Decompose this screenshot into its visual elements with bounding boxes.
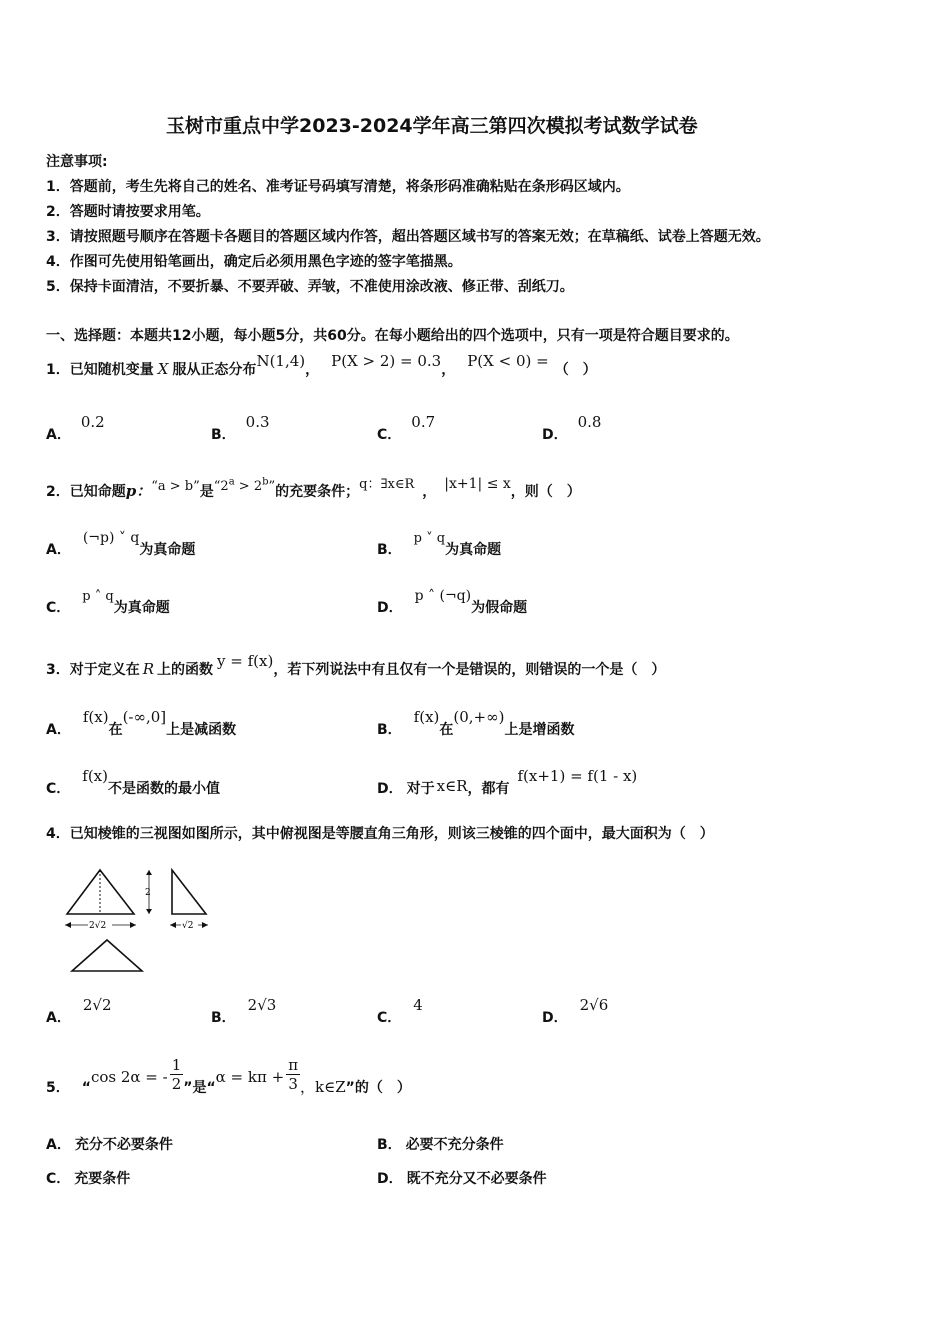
q3-R: R — [142, 660, 155, 678]
q2-ineq: |x+1| ≤ x — [444, 476, 511, 492]
q1-cond: P(X > 2) = 0.3 — [331, 352, 442, 370]
option-pre: 在 — [439, 722, 454, 738]
question-5-stem — [46, 1056, 411, 1100]
option-value: 0.3 — [245, 413, 270, 431]
q2-is: 是 — [199, 484, 214, 500]
q2-option-a[interactable] — [46, 530, 196, 558]
q5-frac1 — [170, 1056, 184, 1093]
q2-comma: ， — [422, 484, 437, 500]
q2-q2b: a — [228, 476, 235, 488]
option-label: C． — [46, 600, 71, 616]
option-label: D． — [542, 427, 568, 443]
q1-option-b[interactable] — [211, 413, 270, 443]
q3-option-b[interactable] — [377, 708, 575, 738]
option-expr: p ˄ (¬q) — [414, 588, 472, 604]
option-label: A． — [46, 542, 71, 558]
option-text: 既不充分又不必要条件 — [406, 1171, 547, 1187]
q2-q2e: ” — [268, 479, 276, 494]
q3-option-d[interactable] — [377, 767, 638, 797]
q5-option-c[interactable] — [46, 1171, 130, 1188]
q2-q2a: “2 — [213, 479, 229, 494]
q2-q2d: b — [262, 476, 269, 488]
option-text: 上是增函数 — [504, 722, 575, 738]
option-label: C． — [377, 1010, 402, 1026]
option-label: A． — [46, 722, 71, 738]
q3-mid: 上的函数 — [157, 662, 214, 678]
question-1-stem — [46, 352, 597, 379]
option-label: B． — [377, 722, 402, 738]
fig-label-h: 2 — [145, 888, 151, 898]
q1-var: X — [157, 360, 169, 378]
option-label: D． — [377, 1171, 403, 1187]
option-label: C． — [46, 781, 71, 797]
question-3-stem — [46, 652, 666, 679]
q5-cos: cos 2α = - — [90, 1068, 168, 1086]
q2-end: ，则（ ） — [510, 484, 581, 500]
option-label: A． — [46, 1010, 71, 1026]
option-text: 为假命题 — [471, 600, 528, 616]
notice-item: 2．答题时请按要求用笔。 — [46, 204, 210, 220]
option-value: 0.8 — [577, 413, 602, 431]
option-text: 上是减函数 — [166, 722, 237, 738]
option-expr: f(x) — [82, 767, 108, 785]
three-view-figure — [60, 862, 220, 977]
option-label: B． — [211, 427, 236, 443]
q4-option-c[interactable] — [377, 996, 423, 1026]
q3-option-c[interactable] — [46, 767, 220, 797]
q1-dist: N(1,4) — [256, 352, 306, 370]
fig-label-w1: 2√2 — [89, 921, 107, 931]
notice-item: 3．请按照题号顺序在答题卡各题目的答题区域内作答，超出答题区域书写的答案无效；在草稿纸、试卷上答题无效。 — [46, 229, 770, 245]
q3-option-a[interactable] — [46, 708, 237, 738]
q4-option-a[interactable] — [46, 996, 112, 1026]
option-text: 不是函数的最小值 — [108, 781, 220, 797]
q5-frac2-den: 3 — [288, 1075, 298, 1093]
question-4-stem: 4．已知棱锥的三视图如图所示，其中俯视图是等腰直角三角形，则该三棱锥的四个面中，最大面积为（ ） — [46, 826, 714, 842]
fig-label-w2: √2 — [182, 921, 194, 931]
q3-stem-text: 3．对于定义在 — [46, 662, 140, 678]
option-text: 充要条件 — [74, 1171, 131, 1187]
q5-option-b[interactable] — [377, 1137, 504, 1154]
option-label: C． — [377, 427, 402, 443]
option-label: A． — [46, 1137, 71, 1153]
q5-frac1-num: 1 — [171, 1056, 182, 1074]
q5-tail: ”的（ ） — [345, 1080, 411, 1096]
q2-option-c[interactable] — [46, 588, 170, 616]
option-text: 为真命题 — [113, 600, 170, 616]
option-interval: (-∞,0] — [122, 708, 167, 726]
q5-q1: “ — [81, 1080, 91, 1096]
q4-option-d[interactable] — [542, 996, 609, 1026]
option-interval: (0,+∞) — [453, 708, 505, 726]
notice-item: 1．答题前，考生先将自己的姓名、准考证号码填写清楚，将条形码准确粘贴在条形码区域内。 — [46, 179, 630, 195]
q2-quote1: “a > b” — [151, 479, 200, 494]
q1-option-a[interactable] — [46, 413, 105, 443]
option-label: C． — [46, 1171, 71, 1187]
option-expr: (¬p) ˅ q — [82, 530, 140, 546]
option-text: 为真命题 — [445, 542, 502, 558]
option-value: 0.2 — [80, 413, 105, 431]
q1-option-d[interactable] — [542, 413, 602, 443]
q5-frac1-den: 2 — [171, 1075, 182, 1093]
option-label: D． — [377, 600, 403, 616]
q1-sep2: ， — [441, 362, 456, 378]
section-heading: 一、选择题：本题共12小题，每小题5分，共60分。在每小题给出的四个选项中，只有一项是符合题目要求的。 — [46, 328, 739, 344]
option-expr: x∈R — [436, 777, 468, 795]
option-value: 2√3 — [247, 996, 277, 1014]
option-expr: p ˅ q — [413, 531, 446, 546]
option-value: 2√2 — [82, 996, 112, 1014]
notice-item: 5．保持卡面清洁，不要折暴、不要弄破、弄皱，不准使用涂改液、修正带、刮纸刀。 — [46, 279, 574, 295]
q1-mid: 服从正态分布 — [172, 362, 257, 378]
option-text: 为真命题 — [139, 542, 196, 558]
q1-sep: ， — [305, 362, 320, 378]
question-2-stem — [46, 476, 581, 501]
q3-func: y = f(x) — [217, 652, 274, 670]
q3-tail: ，若下列说法中有且仅有一个是错误的，则错误的一个是（ ） — [273, 662, 666, 678]
q5-num: 5． — [46, 1080, 70, 1096]
notice-item: 4．作图可先使用铅笔画出，确定后必须用黑色字迹的签字笔描黑。 — [46, 254, 462, 270]
q4-option-b[interactable] — [211, 996, 277, 1026]
q2-tail: 的充要条件； — [275, 484, 360, 500]
option-label: B． — [377, 1137, 402, 1153]
option-pre: 在 — [108, 722, 123, 738]
q5-alpha: α = kπ + — [215, 1068, 285, 1086]
option-text: 充分不必要条件 — [74, 1137, 173, 1153]
q2-qdef: q：∃x∈R — [359, 477, 415, 492]
q1-ask: P(X < 0) = — [467, 352, 549, 370]
q2-q2c: > 2 — [234, 479, 263, 494]
q5-q2: ”是“ — [183, 1080, 216, 1096]
option-label: D． — [542, 1010, 568, 1026]
q5-kz: ，k∈Z — [300, 1078, 346, 1096]
q2-stem-text: 2．已知命题 — [46, 484, 126, 500]
option-value: 4 — [413, 996, 423, 1014]
q5-frac2 — [286, 1056, 300, 1093]
q2-option-b[interactable] — [377, 530, 502, 558]
option-mid: ，都有 — [467, 781, 510, 797]
page-title: 玉树市重点中学2023-2024学年高三第四次模拟考试数学试卷 — [166, 115, 698, 137]
q1-paren: （ ） — [554, 362, 597, 378]
option-label: B． — [377, 542, 402, 558]
option-value: 0.7 — [411, 413, 436, 431]
option-label: A． — [46, 427, 71, 443]
option-expr: f(x) — [82, 708, 109, 726]
option-pre: 对于 — [406, 781, 435, 797]
option-expr: f(x) — [413, 708, 440, 726]
option-label: B． — [211, 1010, 236, 1026]
q2-quote2 — [213, 476, 276, 494]
option-value: 2√6 — [579, 996, 609, 1014]
q2-p: p： — [125, 482, 152, 500]
option-text: 必要不充分条件 — [405, 1137, 504, 1153]
q1-stem-text: 1．已知随机变量 — [46, 362, 154, 378]
q5-frac2-num: π — [288, 1056, 299, 1074]
option-eq: f(x+1) = f(1 - x) — [517, 767, 638, 785]
option-expr: p ˄ q — [82, 589, 114, 604]
q5-option-a[interactable] — [46, 1137, 173, 1154]
notice-heading: 注意事项: — [46, 154, 108, 170]
q1-option-c[interactable] — [377, 413, 436, 443]
option-label: D． — [377, 781, 403, 797]
q2-option-d[interactable] — [377, 588, 528, 616]
q5-option-d[interactable] — [377, 1171, 547, 1188]
